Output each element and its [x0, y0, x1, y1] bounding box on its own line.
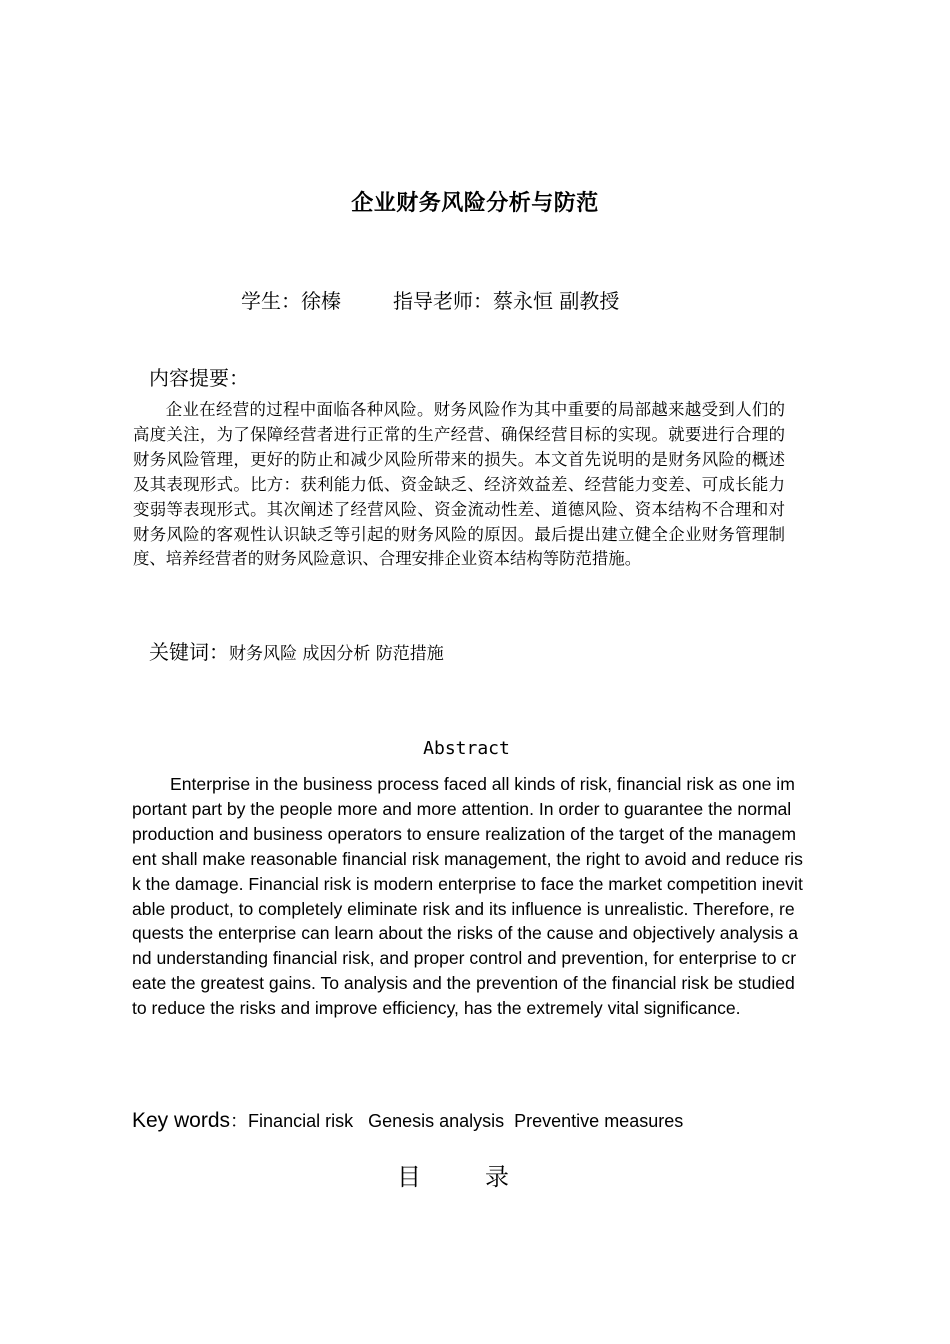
keywords-en-label: Key words — [132, 1109, 231, 1132]
student-name: 学生：徐榛 — [241, 289, 341, 313]
abstract-body: Enterprise in the business process faced all kinds of risk, financial risk as one important part by the people more and more attention. In order to guarantee the normal production and business operators to ensure realization of the target of the management shall make reasonable financial risk management, the right to avoid and reduce risk the damage. Financial risk is modern enterprise to face the market competition inevitable product, to completely eliminate risk and its influence is unrealistic. Therefore, requests the enterprise can learn about the risks of the cause and objectively analysis and understanding financial risk, and proper control and prevention, for enterprise to create the greatest gains. To analysis and the prevention of the financial risk be studied to reduce the risks and improve efficiency, has the extremely vital significance. — [132, 774, 803, 1019]
keywords-en — [132, 1107, 683, 1133]
keywords-cn — [149, 636, 444, 665]
author-line — [241, 285, 619, 314]
paper-title: 企业财务风险分析与防范 — [351, 191, 599, 216]
keywords-cn-label: 关键词： — [149, 640, 229, 664]
keywords-cn-value: 财务风险 成因分析 防范措施 — [229, 644, 444, 664]
keywords-en-colon: ： — [230, 1111, 249, 1132]
keywords-en-value: Financial risk Genesis analysis Preventive measures — [248, 1111, 684, 1131]
abstract-heading: Abstract — [423, 738, 510, 759]
advisor-name: 指导老师：蔡永恒 副教授 — [393, 289, 620, 313]
summary-body: 企业在经营的过程中面临各种风险。财务风险作为其中重要的局部越来越受到人们的高度关注，为了保障经营者进行正常的生产经营、确保经营目标的实现。就要进行合理的财务风险管理，更好的防止和减少风险所带来的损失。本文首先说明的是财务风险的概述及其表现形式。比方：获利能力低、资金缺乏、经济效益差、经营能力变差、可成长能力变弱等表现形式。其次阐述了经营风险、资金流动性差、道德风险、资本结构不合理和对财务风险的客观性认识缺乏等引起的财务风险的原因。最后提出建立健全企业财务管理制度、培养经营者的财务风险意识、合理安排企业资本结构等防范措施。 — [133, 400, 785, 569]
summary-label: 内容提要： — [149, 366, 249, 390]
toc-heading: 目录 — [397, 1163, 573, 1191]
